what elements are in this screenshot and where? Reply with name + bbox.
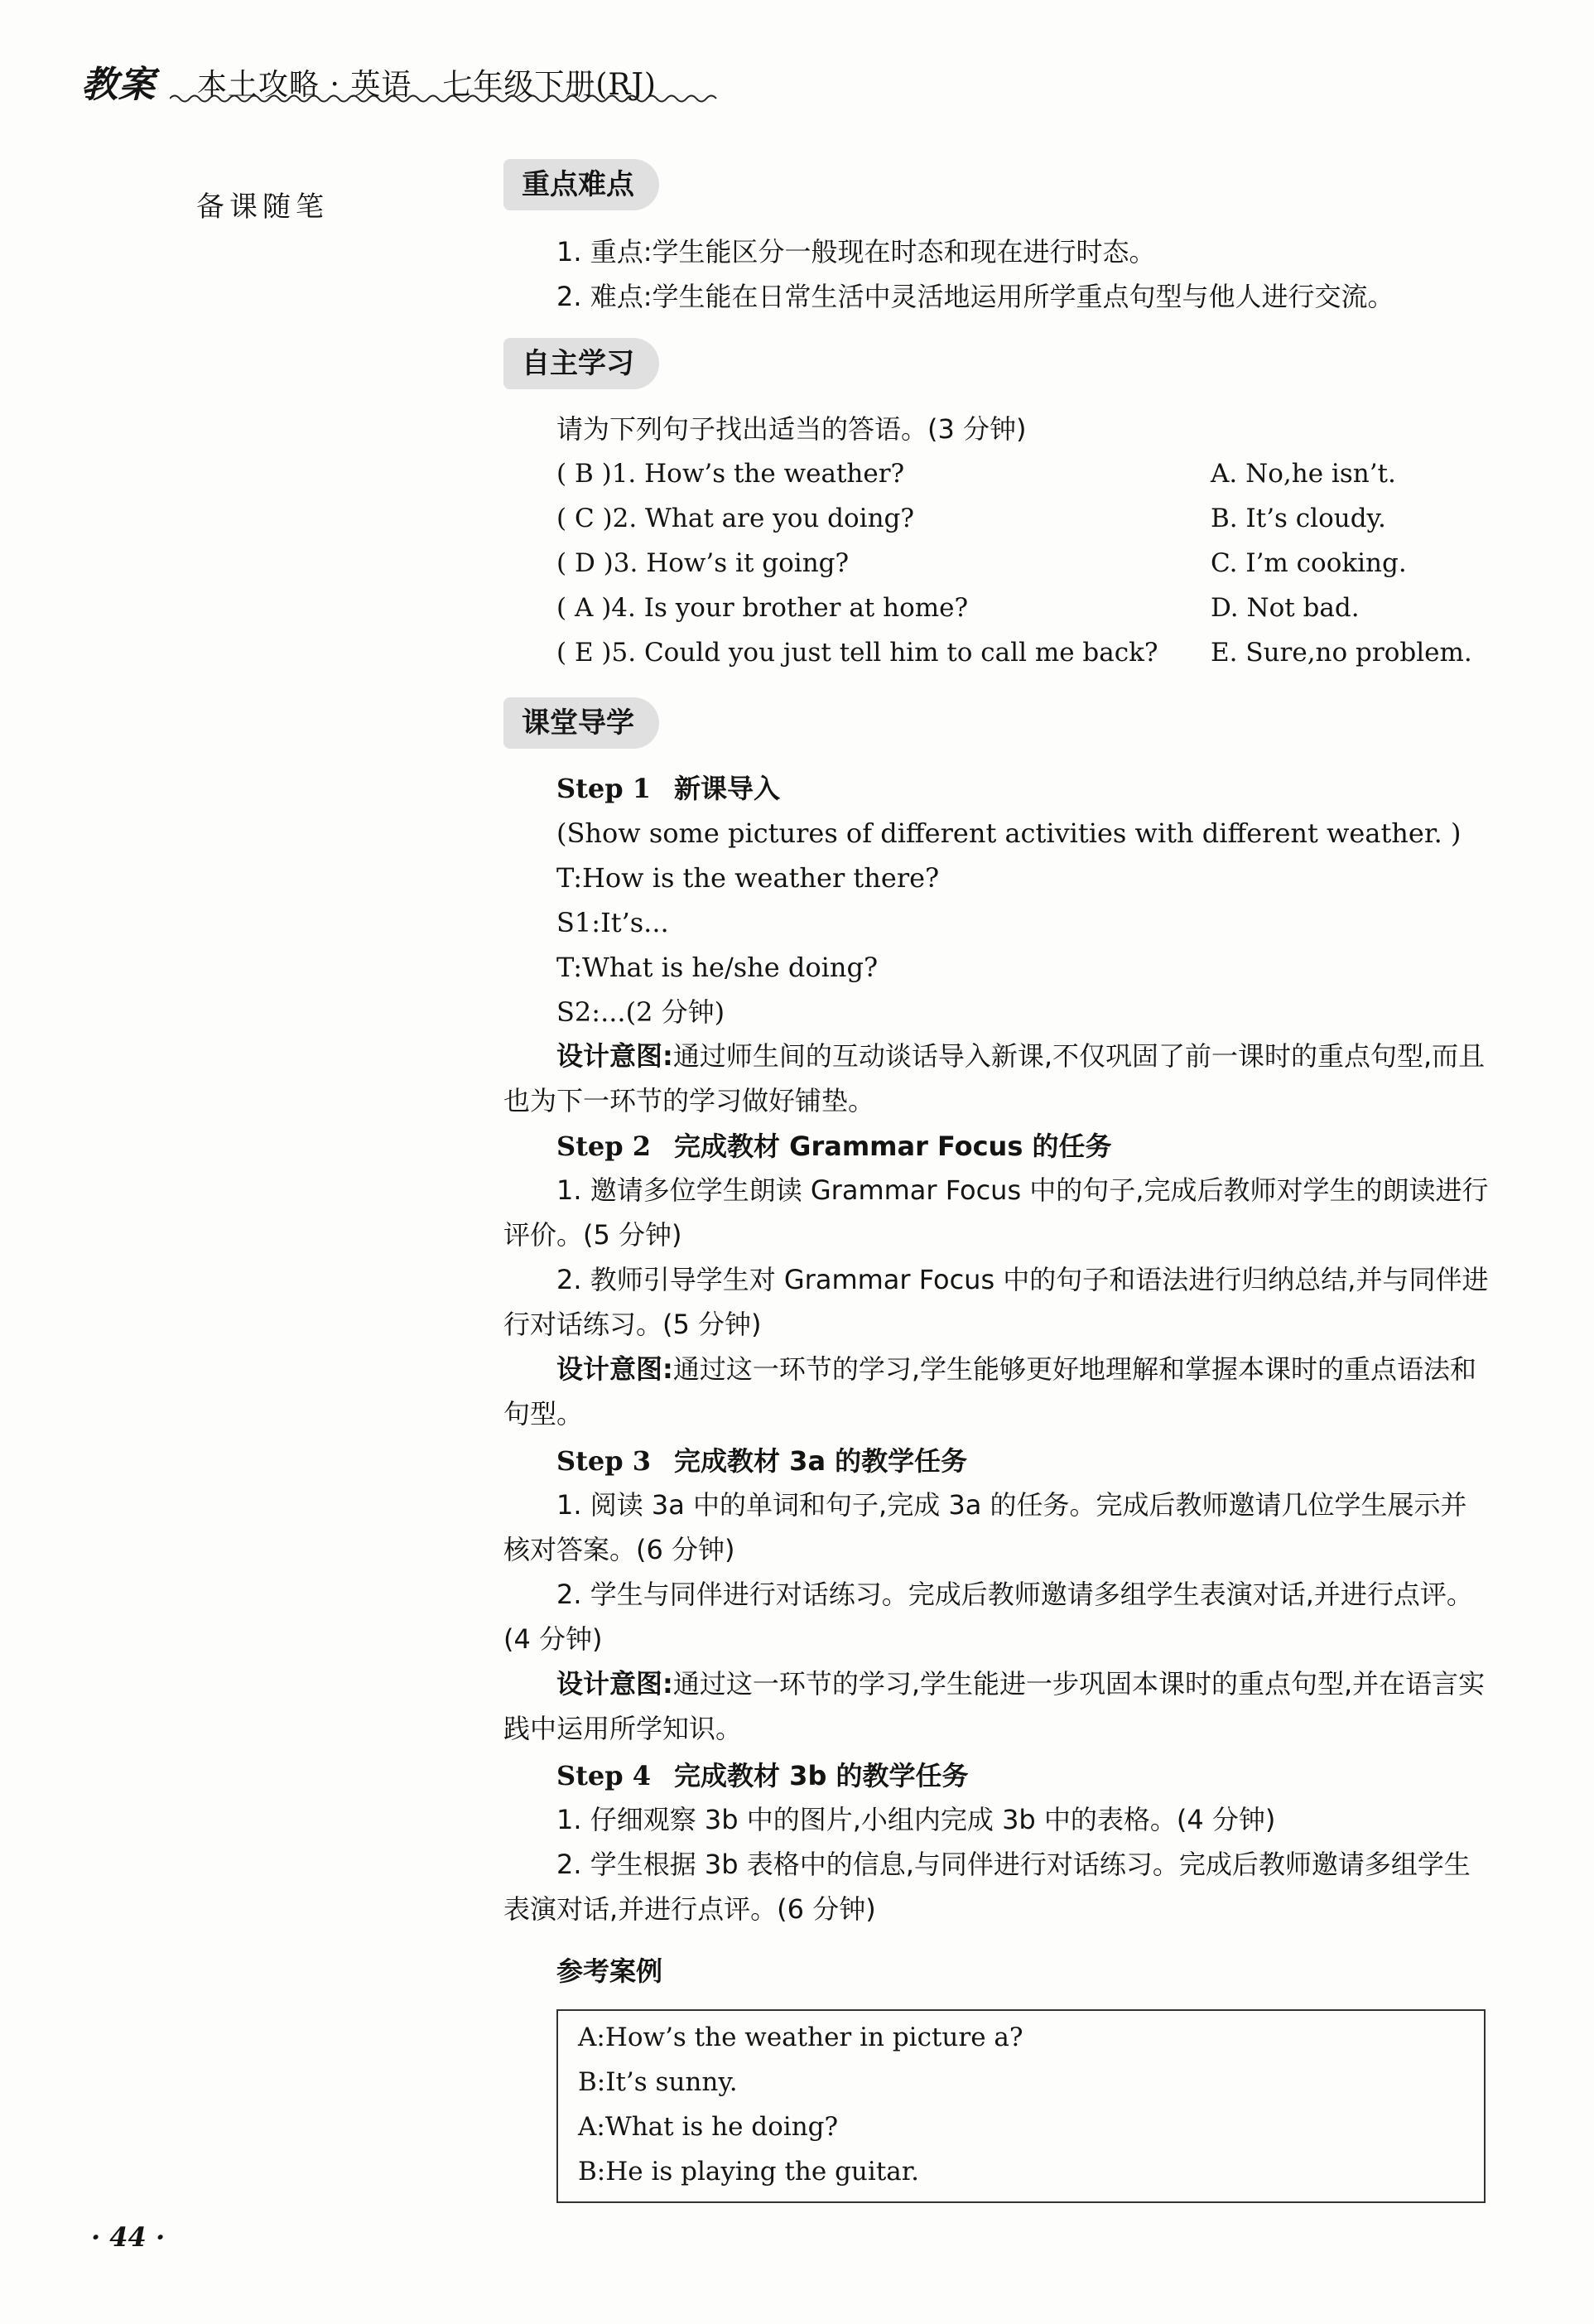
reference-title: 参考案例 bbox=[556, 1955, 663, 1987]
step-heading bbox=[556, 1130, 1112, 1163]
step-item-text: 2. 学生与同伴进行对话练习。完成后教师邀请多组学生表演对话,并进行点评。(4 分钟) bbox=[503, 1579, 1473, 1655]
design-intent-text: 通过师生间的互动谈话导入新课,不仅巩固了前一课时的重点句型,而且也为下一环节的学习做好铺垫。 bbox=[503, 1040, 1486, 1116]
question-text: 5. Could you just tell him to call me back? bbox=[611, 638, 1158, 668]
step-title: 新课导入 bbox=[674, 773, 781, 804]
answer-option: C. I’m cooking. bbox=[1211, 548, 1407, 578]
step-item bbox=[503, 1483, 1489, 1572]
question-answer: ( A ) bbox=[556, 593, 612, 623]
step-title: 完成教材 3b 的教学任务 bbox=[674, 1760, 969, 1791]
header-subtitle: 本土攻略 · 英语 七年级下册(RJ) bbox=[197, 68, 657, 102]
step-item-text: 1. 仔细观察 3b 中的图片,小组内完成 3b 中的表格。(4 分钟) bbox=[556, 1804, 1276, 1835]
reference-line: B:It’s sunny. bbox=[578, 2067, 738, 2097]
step-item-text: 2. 教师引导学生对 Grammar Focus 中的句子和语法进行归纳总结,并与同伴进行对话练习。(5 分钟) bbox=[503, 1264, 1489, 1340]
step-title: 完成教材 3a 的教学任务 bbox=[674, 1445, 968, 1477]
design-intent-label: 设计意图: bbox=[556, 1040, 673, 1072]
design-intent bbox=[503, 1034, 1489, 1123]
question-row bbox=[556, 502, 914, 535]
step-item bbox=[503, 1842, 1489, 1931]
page-number: · 44 · bbox=[91, 2221, 166, 2253]
answer-option: D. Not bad. bbox=[1211, 593, 1360, 623]
question-answer: ( D ) bbox=[556, 548, 614, 578]
question-row bbox=[556, 591, 968, 624]
step-item bbox=[503, 1797, 1489, 1842]
margin-note-label: 备课随笔 bbox=[196, 190, 329, 224]
dialogue-line: T:What is he/she doing? bbox=[556, 952, 879, 983]
answer-option: E. Sure,no problem. bbox=[1211, 638, 1472, 668]
step-label: Step 3 bbox=[556, 1445, 652, 1477]
step-title: 完成教材 Grammar Focus 的任务 bbox=[674, 1131, 1112, 1162]
question-text: 1. How’s the weather? bbox=[611, 459, 905, 489]
design-intent-text: 通过这一环节的学习,学生能够更好地理解和掌握本课时的重点语法和句型。 bbox=[503, 1353, 1476, 1430]
design-intent-text: 通过这一环节的学习,学生能进一步巩固本课时的重点句型,并在语言实践中运用所学知识。 bbox=[503, 1668, 1486, 1744]
step-item bbox=[503, 1572, 1489, 1661]
reference-line: B:He is playing the guitar. bbox=[578, 2157, 920, 2187]
question-row bbox=[556, 636, 1158, 669]
reference-dialogue-box bbox=[556, 2009, 1486, 2203]
question-answer: ( E ) bbox=[556, 638, 612, 668]
step-heading bbox=[556, 1759, 969, 1792]
header-brand: 教案 bbox=[81, 64, 156, 106]
design-intent bbox=[503, 1347, 1489, 1436]
question-row bbox=[556, 547, 849, 580]
reference-line: A:How’s the weather in picture a? bbox=[578, 2023, 1023, 2052]
question-text: 3. How’s it going? bbox=[613, 548, 850, 578]
dialogue-line: (Show some pictures of different activities with different weather. ) bbox=[556, 817, 1462, 849]
answer-option: A. No,he isn’t. bbox=[1211, 459, 1396, 489]
step-label: Step 2 bbox=[556, 1131, 652, 1162]
dialogue-line: T:How is the weather there? bbox=[556, 862, 940, 894]
question-text: 4. Is your brother at home? bbox=[611, 593, 969, 623]
step-item bbox=[503, 1257, 1489, 1347]
step-heading bbox=[556, 1444, 967, 1478]
dialogue-line: S2:...(2 分钟) bbox=[556, 996, 725, 1028]
step-heading bbox=[556, 772, 780, 805]
design-intent bbox=[503, 1661, 1489, 1751]
self-study-instruction: 请为下列句子找出适当的答语。(3 分钟) bbox=[556, 413, 1027, 445]
step-item bbox=[503, 1168, 1489, 1257]
step-label: Step 1 bbox=[556, 773, 652, 804]
key-point-item: 1. 重点:学生能区分一般现在时态和现在进行时态。 bbox=[556, 236, 1156, 268]
header-wave-decoration bbox=[170, 93, 725, 104]
section-tag-self-study: 自主学习 bbox=[503, 338, 659, 389]
design-intent-label: 设计意图: bbox=[556, 1353, 673, 1385]
step-item-text: 1. 邀请多位学生朗读 Grammar Focus 中的句子,完成后教师对学生的朗读进行评价。(5 分钟) bbox=[503, 1174, 1489, 1251]
step-item-text: 1. 阅读 3a 中的单词和句子,完成 3a 的任务。完成后教师邀请几位学生展示并核对答案。(6 分钟) bbox=[503, 1489, 1467, 1565]
question-row bbox=[556, 457, 904, 490]
question-answer: ( B ) bbox=[556, 459, 612, 489]
reference-line: A:What is he doing? bbox=[578, 2112, 839, 2142]
step-item-text: 2. 学生根据 3b 表格中的信息,与同伴进行对话练习。完成后教师邀请多组学生表演对话,并进行点评。(6 分钟) bbox=[503, 1849, 1471, 1925]
step-label: Step 4 bbox=[556, 1760, 652, 1791]
design-intent-label: 设计意图: bbox=[556, 1668, 673, 1700]
dialogue-line: S1:It’s... bbox=[556, 907, 669, 938]
question-answer: ( C ) bbox=[556, 504, 613, 533]
question-text: 2. What are you doing? bbox=[612, 504, 915, 533]
section-tag-key-points: 重点难点 bbox=[503, 159, 659, 210]
section-tag-class-guide: 课堂导学 bbox=[503, 697, 659, 749]
key-point-item: 2. 难点:学生能在日常生活中灵活地运用所学重点句型与他人进行交流。 bbox=[556, 281, 1394, 312]
answer-option: B. It’s cloudy. bbox=[1211, 504, 1386, 533]
